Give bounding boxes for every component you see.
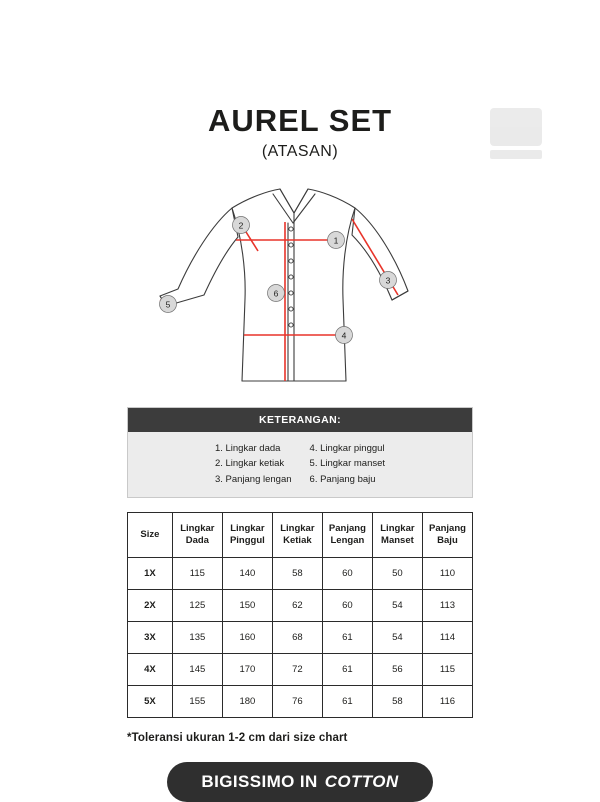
watermark-box xyxy=(490,108,542,146)
brand-text-regular: BIGISSIMO IN xyxy=(201,772,318,792)
legend-item: 4. Lingkar pinggul xyxy=(309,443,385,455)
brand-badge xyxy=(167,762,432,802)
cell-panjang-lengan: 61 xyxy=(322,622,372,654)
size-chart-table xyxy=(127,512,473,718)
legend-column-right xyxy=(310,441,386,487)
marker-5-label: 5 xyxy=(165,299,171,310)
table-row xyxy=(128,686,473,718)
watermark-bar xyxy=(490,150,542,159)
cell-lingkar-pinggul: 140 xyxy=(222,558,272,590)
garment-illustration xyxy=(0,167,600,397)
marker-6-label: 6 xyxy=(273,288,279,299)
legend-item: 2. Lingkar ketiak xyxy=(214,458,285,470)
legend-item: 3. Panjang lengan xyxy=(214,473,292,485)
column-header-panjang-lengan: Panjang Lengan xyxy=(322,513,372,558)
legend-heading: KETERANGAN: xyxy=(128,408,472,432)
column-header-lingkar-manset: Lingkar Manset xyxy=(372,513,422,558)
cell-panjang-baju: 116 xyxy=(422,686,472,718)
cell-lingkar-ketiak: 72 xyxy=(272,654,322,686)
cell-panjang-lengan: 61 xyxy=(322,654,372,686)
legend-item: 5. Lingkar manset xyxy=(309,458,386,470)
marker-2-label: 2 xyxy=(238,220,244,231)
marker-3-label: 3 xyxy=(385,275,391,286)
cell-panjang-lengan: 60 xyxy=(322,590,372,622)
cell-lingkar-ketiak: 76 xyxy=(272,686,322,718)
marker-4-label: 4 xyxy=(341,330,347,341)
legend-item: 6. Panjang baju xyxy=(309,473,376,485)
column-header-lingkar-pinggul: Lingkar Pinggul xyxy=(222,513,272,558)
legend-column-left xyxy=(215,441,292,487)
cell-panjang-lengan: 60 xyxy=(322,558,372,590)
cell-size: 2X xyxy=(128,590,173,622)
page-subtitle: (ATASAN) xyxy=(261,143,339,161)
cell-size: 4X xyxy=(128,654,173,686)
cell-lingkar-dada: 135 xyxy=(172,622,222,654)
column-header-size: Size xyxy=(128,513,173,558)
cell-panjang-baju: 110 xyxy=(422,558,472,590)
cell-lingkar-dada: 115 xyxy=(172,558,222,590)
cell-lingkar-pinggul: 150 xyxy=(222,590,272,622)
watermark-logo xyxy=(490,108,542,160)
cell-lingkar-ketiak: 68 xyxy=(272,622,322,654)
column-header-panjang-baju: Panjang Baju xyxy=(422,513,472,558)
cell-lingkar-dada: 125 xyxy=(172,590,222,622)
cell-lingkar-manset: 56 xyxy=(372,654,422,686)
cell-lingkar-manset: 54 xyxy=(372,622,422,654)
marker-1-label: 1 xyxy=(333,235,339,246)
cell-lingkar-manset: 50 xyxy=(372,558,422,590)
tolerance-note: *Toleransi ukuran 1-2 cm dari size chart xyxy=(127,732,348,745)
legend-item: 1. Lingkar dada xyxy=(214,443,281,455)
brand-text-italic: COTTON xyxy=(324,772,399,792)
cell-panjang-lengan: 61 xyxy=(322,686,372,718)
cell-lingkar-pinggul: 180 xyxy=(222,686,272,718)
cell-lingkar-manset: 54 xyxy=(372,590,422,622)
cell-panjang-baju: 114 xyxy=(422,622,472,654)
page-title: AUREL SET xyxy=(207,103,393,138)
cell-lingkar-dada: 145 xyxy=(172,654,222,686)
footer xyxy=(0,762,600,802)
cell-panjang-baju: 115 xyxy=(422,654,472,686)
table-row xyxy=(128,654,473,686)
table-row xyxy=(128,590,473,622)
legend-body xyxy=(128,432,472,497)
legend-panel xyxy=(127,407,473,498)
cell-lingkar-manset: 58 xyxy=(372,686,422,718)
cell-panjang-baju: 113 xyxy=(422,590,472,622)
column-header-lingkar-dada: Lingkar Dada xyxy=(172,513,222,558)
cell-lingkar-pinggul: 170 xyxy=(222,654,272,686)
table-header-row xyxy=(128,513,473,558)
cell-size: 1X xyxy=(128,558,173,590)
cell-lingkar-ketiak: 62 xyxy=(272,590,322,622)
cell-lingkar-ketiak: 58 xyxy=(272,558,322,590)
cell-lingkar-dada: 155 xyxy=(172,686,222,718)
table-row xyxy=(128,558,473,590)
cell-size: 5X xyxy=(128,686,173,718)
cell-lingkar-pinggul: 160 xyxy=(222,622,272,654)
cell-size: 3X xyxy=(128,622,173,654)
table-row xyxy=(128,622,473,654)
column-header-lingkar-ketiak: Lingkar Ketiak xyxy=(272,513,322,558)
